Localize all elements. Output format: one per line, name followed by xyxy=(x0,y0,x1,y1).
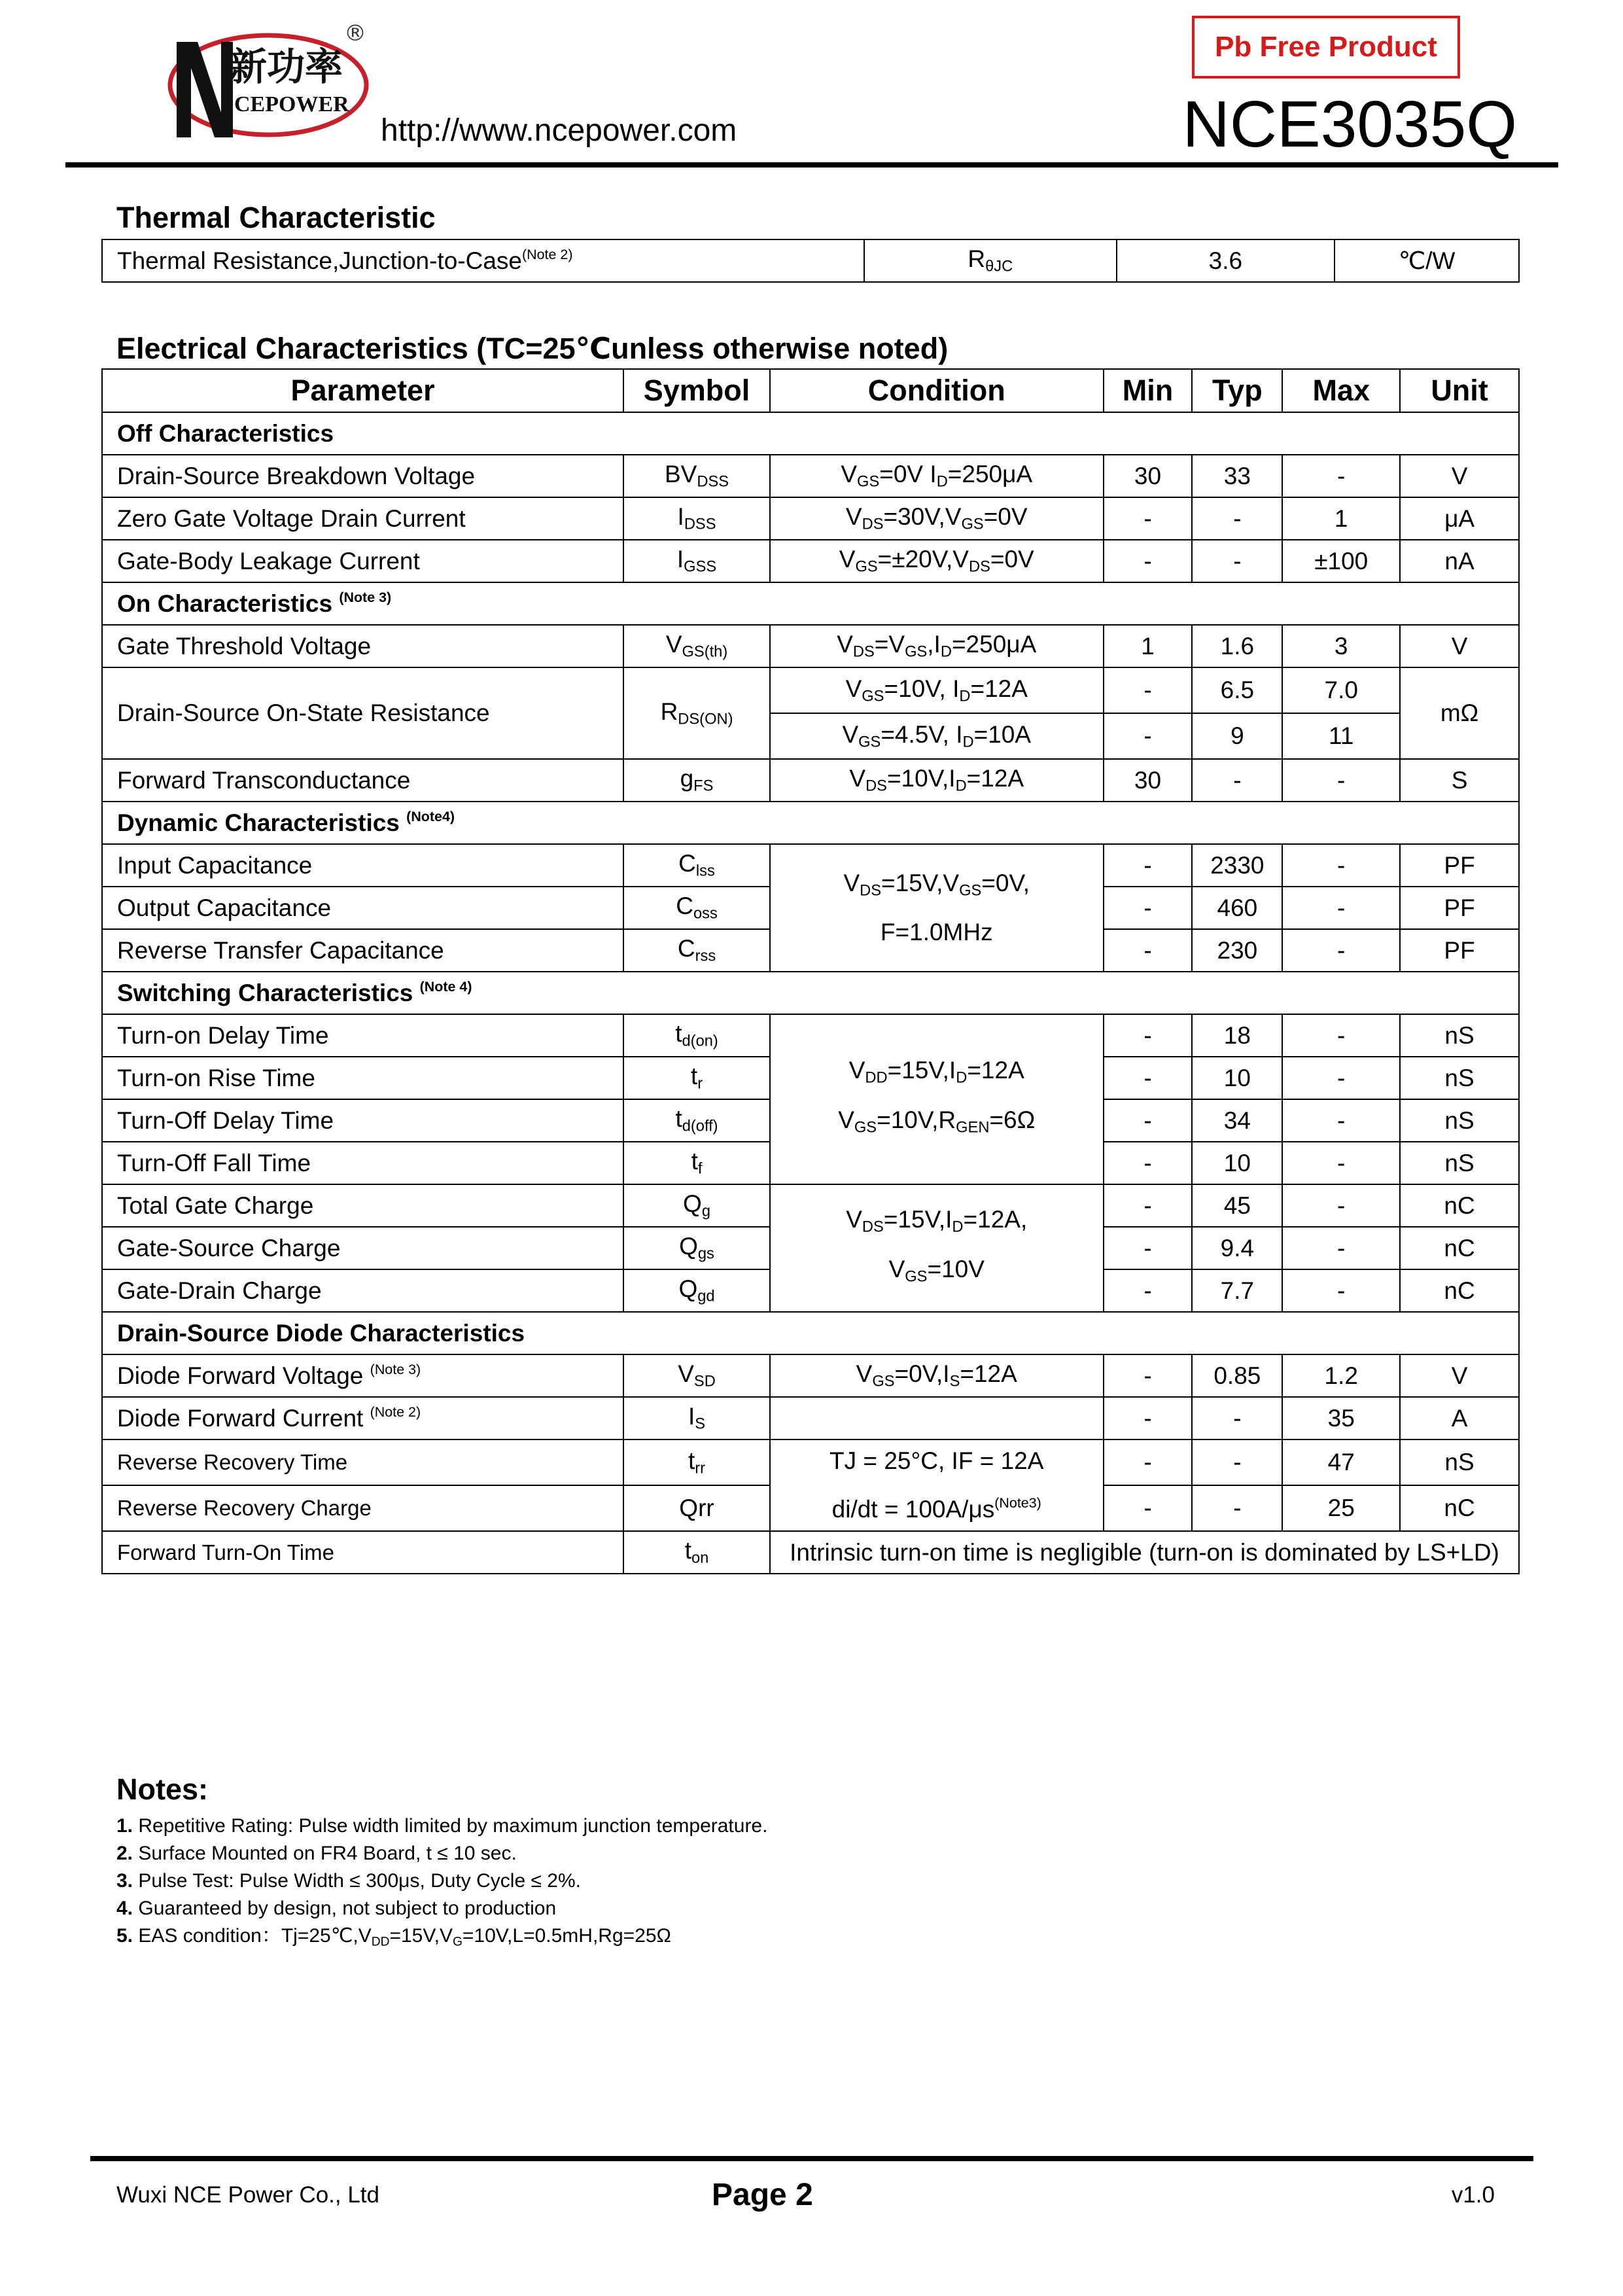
max-cell: ±100 xyxy=(1282,540,1400,582)
condition-cell: $V_{DS}=V_{GS},I_D=250\mu A$ xyxy=(770,625,1104,667)
table-row xyxy=(102,1184,1519,1227)
electrical-table xyxy=(101,368,1520,1574)
param-cell: Output Capacitance xyxy=(102,887,623,929)
max-cell: - xyxy=(1282,1142,1400,1184)
typ-cell: 2330 xyxy=(1192,844,1282,887)
typ-cell: 6.5 xyxy=(1192,667,1282,713)
footer-rule xyxy=(90,2156,1533,2161)
max-cell: - xyxy=(1282,1227,1400,1269)
unit-cell: PF xyxy=(1400,844,1519,887)
thermal-title: Thermal Characteristic xyxy=(116,201,436,234)
typ-cell: 10 xyxy=(1192,1142,1282,1184)
unit-cell: nS xyxy=(1400,1057,1519,1099)
symbol-cell: $g_{FS}$ xyxy=(623,759,770,802)
part-number: NCE3035Q xyxy=(1182,88,1517,161)
unit-cell: nC xyxy=(1400,1269,1519,1312)
condition-cell: $V_{GS}=0V,I_S=12A$ xyxy=(770,1354,1104,1397)
unit-cell: V xyxy=(1400,1354,1519,1397)
max-cell: 7.0 xyxy=(1282,667,1400,713)
max-cell: - xyxy=(1282,1184,1400,1227)
typ-cell: 34 xyxy=(1192,1099,1282,1142)
min-cell: - xyxy=(1104,929,1193,972)
notes-title: Notes: xyxy=(116,1773,209,1806)
condition-cell: $V_{GS}=4.5V$, $I_D=10A$ xyxy=(770,713,1104,759)
typ-cell: 33 xyxy=(1192,455,1282,497)
min-cell: - xyxy=(1104,667,1193,713)
symbol-cell: $t_{d(off)}$ xyxy=(623,1099,770,1142)
min-cell: - xyxy=(1104,1397,1193,1439)
table-row xyxy=(102,540,1519,582)
symbol-cell: $R_{DS(ON)}$ xyxy=(623,667,770,759)
section-diode: Drain-Source Diode Characteristics xyxy=(102,1312,1519,1354)
typ-cell: - xyxy=(1192,497,1282,540)
table-row xyxy=(102,1531,1519,1574)
param-cell: Turn-on Delay Time xyxy=(102,1014,623,1057)
section-row xyxy=(102,1312,1519,1354)
table-row xyxy=(102,455,1519,497)
thermal-table xyxy=(101,239,1520,283)
header-parameter: Parameter xyxy=(102,369,623,412)
logo-cn-text: 新功率 xyxy=(229,44,343,89)
unit-cell: V xyxy=(1400,455,1519,497)
section-row xyxy=(102,972,1519,1014)
table-row xyxy=(102,1014,1519,1057)
company-logo xyxy=(157,14,373,145)
typ-cell: 7.7 xyxy=(1192,1269,1282,1312)
section-row xyxy=(102,802,1519,844)
max-cell: 25 xyxy=(1282,1485,1400,1531)
min-cell: - xyxy=(1104,1099,1193,1142)
typ-cell: - xyxy=(1192,1397,1282,1439)
param-cell: Forward Transconductance xyxy=(102,759,623,802)
header-symbol: Symbol xyxy=(623,369,770,412)
unit-cell: nS xyxy=(1400,1142,1519,1184)
list-item: 1. Repetitive Rating: Pulse width limited by maximum junction temperature. xyxy=(116,1815,768,1837)
min-cell: 30 xyxy=(1104,455,1193,497)
table-row xyxy=(102,1354,1519,1397)
thermal-symbol: $R_{\theta JC}$ xyxy=(864,239,1117,282)
symbol-cell: $I_{GSS}$ xyxy=(623,540,770,582)
symbol-cell: $C_{rss}$ xyxy=(623,929,770,972)
page-number: Page 2 xyxy=(712,2178,813,2212)
typ-cell: 9.4 xyxy=(1192,1227,1282,1269)
condition-cell: $V_{DD}=15V,I_D=12A$ $V_{GS}=10V,R_{GEN}=6\Omega$ xyxy=(770,1014,1104,1184)
unit-cell: nS xyxy=(1400,1014,1519,1057)
unit-cell: nS xyxy=(1400,1099,1519,1142)
max-cell: - xyxy=(1282,844,1400,887)
header-max: Max xyxy=(1282,369,1400,412)
min-cell: - xyxy=(1104,887,1193,929)
min-cell: - xyxy=(1104,1354,1193,1397)
max-cell: - xyxy=(1282,455,1400,497)
symbol-cell: $Q_{gs}$ xyxy=(623,1227,770,1269)
max-cell: - xyxy=(1282,1099,1400,1142)
condition-cell: $V_{DS}=10V,I_D=12A$ xyxy=(770,759,1104,802)
symbol-cell: $V_{GS(th)}$ xyxy=(623,625,770,667)
typ-cell: - xyxy=(1192,1485,1282,1531)
header-typ: Typ xyxy=(1192,369,1282,412)
notes-list xyxy=(116,1812,767,1956)
typ-cell: 10 xyxy=(1192,1057,1282,1099)
max-cell: 3 xyxy=(1282,625,1400,667)
param-cell: Turn-on Rise Time xyxy=(102,1057,623,1099)
section-row xyxy=(102,582,1519,625)
max-cell: - xyxy=(1282,1014,1400,1057)
typ-cell: 460 xyxy=(1192,887,1282,929)
min-cell: - xyxy=(1104,1485,1193,1531)
param-cell: Reverse Recovery Charge xyxy=(102,1485,623,1531)
param-cell: Drain-Source Breakdown Voltage xyxy=(102,455,623,497)
table-row xyxy=(102,667,1519,713)
symbol-cell: $BV_{DSS}$ xyxy=(623,455,770,497)
symbol-cell: $t_{on}$ xyxy=(623,1531,770,1574)
condition-cell: $V_{GS}=10V$, $I_D=12A$ xyxy=(770,667,1104,713)
condition-cell: $V_{GS}=0V$ $I_D=250\mu A$ xyxy=(770,455,1104,497)
param-cell: Turn-Off Fall Time xyxy=(102,1142,623,1184)
condition-cell: $V_{DS}=30V,V_{GS}=0V$ xyxy=(770,497,1104,540)
typ-cell: 0.85 xyxy=(1192,1354,1282,1397)
max-cell: 11 xyxy=(1282,713,1400,759)
max-cell: - xyxy=(1282,1269,1400,1312)
symbol-cell: $t_{d(on)}$ xyxy=(623,1014,770,1057)
table-header-row xyxy=(102,369,1519,412)
registered-mark: ® xyxy=(344,20,366,46)
max-cell: 1.2 xyxy=(1282,1354,1400,1397)
condition-cell: $V_{GS}=\pm 20V,V_{DS}=0V$ xyxy=(770,540,1104,582)
param-cell: Forward Turn-On Time xyxy=(102,1531,623,1574)
typ-cell: 230 xyxy=(1192,929,1282,972)
symbol-cell: $I_{DSS}$ xyxy=(623,497,770,540)
min-cell: 30 xyxy=(1104,759,1193,802)
section-on: On Characteristics $^{(Note 3)}$ xyxy=(102,582,1519,625)
min-cell: - xyxy=(1104,540,1193,582)
max-cell: 35 xyxy=(1282,1397,1400,1439)
min-cell: - xyxy=(1104,844,1193,887)
table-row xyxy=(102,1397,1519,1439)
table-row xyxy=(102,844,1519,887)
thermal-param: Thermal Resistance,Junction-to-Case$^{(Note 2)}$ xyxy=(102,239,864,282)
typ-cell: - xyxy=(1192,540,1282,582)
website-url[interactable]: http://www.ncepower.com xyxy=(381,113,737,148)
company-name: Wuxi NCE Power Co., Ltd xyxy=(116,2182,379,2208)
symbol-cell: Qrr xyxy=(623,1485,770,1531)
param-cell: Reverse Recovery Time xyxy=(102,1439,623,1485)
param-cell: Total Gate Charge xyxy=(102,1184,623,1227)
unit-cell: A xyxy=(1400,1397,1519,1439)
symbol-cell: $V_{SD}$ xyxy=(623,1354,770,1397)
min-cell: - xyxy=(1104,1142,1193,1184)
header-unit: Unit xyxy=(1400,369,1519,412)
unit-cell: nA xyxy=(1400,540,1519,582)
pb-free-badge: Pb Free Product xyxy=(1192,16,1460,79)
thermal-unit: ℃/W xyxy=(1335,239,1519,282)
symbol-cell: $I_S$ xyxy=(623,1397,770,1439)
unit-cell: nS xyxy=(1400,1439,1519,1485)
unit-cell: μA xyxy=(1400,497,1519,540)
section-dynamic: Dynamic Characteristics $^{(Note4)}$ xyxy=(102,802,1519,844)
list-item: 4. Guaranteed by design, not subject to production xyxy=(116,1898,557,1919)
symbol-cell: $C_{lss}$ xyxy=(623,844,770,887)
header-condition: Condition xyxy=(770,369,1104,412)
param-cell: Drain-Source On-State Resistance xyxy=(102,667,623,759)
param-cell: Zero Gate Voltage Drain Current xyxy=(102,497,623,540)
param-cell: Gate-Drain Charge xyxy=(102,1269,623,1312)
max-cell: 1 xyxy=(1282,497,1400,540)
min-cell: 1 xyxy=(1104,625,1193,667)
param-cell: Diode Forward Voltage $^{(Note 3)}$ xyxy=(102,1354,623,1397)
section-switching: Switching Characteristics $^{(Note 4)}$ xyxy=(102,972,1519,1014)
typ-cell: 9 xyxy=(1192,713,1282,759)
unit-cell: mΩ xyxy=(1400,667,1519,759)
symbol-cell: $Q_{gd}$ xyxy=(623,1269,770,1312)
condition-cell xyxy=(770,1397,1104,1439)
max-cell: - xyxy=(1282,929,1400,972)
param-cell: Gate-Body Leakage Current xyxy=(102,540,623,582)
symbol-cell: $C_{oss}$ xyxy=(623,887,770,929)
max-cell: - xyxy=(1282,1057,1400,1099)
symbol-cell: $t_{rr}$ xyxy=(623,1439,770,1485)
min-cell: - xyxy=(1104,713,1193,759)
param-cell: Diode Forward Current $^{(Note 2)}$ xyxy=(102,1397,623,1439)
symbol-cell: $t_f$ xyxy=(623,1142,770,1184)
list-item: 3. Pulse Test: Pulse Width ≤ 300μs, Duty Cycle ≤ 2%. xyxy=(116,1870,581,1892)
logo-en-text: CEPOWER xyxy=(234,92,349,116)
table-row xyxy=(102,625,1519,667)
param-cell: Gate Threshold Voltage xyxy=(102,625,623,667)
param-cell: Input Capacitance xyxy=(102,844,623,887)
thermal-value: 3.6 xyxy=(1117,239,1335,282)
typ-cell: 18 xyxy=(1192,1014,1282,1057)
symbol-cell: $Q_g$ xyxy=(623,1184,770,1227)
section-row xyxy=(102,412,1519,455)
symbol-cell: $t_r$ xyxy=(623,1057,770,1099)
min-cell: - xyxy=(1104,1184,1193,1227)
param-cell: Reverse Transfer Capacitance xyxy=(102,929,623,972)
min-cell: - xyxy=(1104,1227,1193,1269)
table-row xyxy=(102,1439,1519,1485)
max-cell: - xyxy=(1282,759,1400,802)
param-cell: Gate-Source Charge xyxy=(102,1227,623,1269)
unit-cell: PF xyxy=(1400,887,1519,929)
section-off: Off Characteristics xyxy=(102,412,1519,455)
electrical-title: Electrical Characteristics (TC=25℃unless otherwise noted) xyxy=(116,332,949,365)
unit-cell: V xyxy=(1400,625,1519,667)
min-cell: - xyxy=(1104,1057,1193,1099)
typ-cell: - xyxy=(1192,1439,1282,1485)
condition-cell: TJ = 25°C, IF = 12A $di/dt = 100A/\mu s^{(Note3)}$ xyxy=(770,1439,1104,1531)
unit-cell: PF xyxy=(1400,929,1519,972)
min-cell: - xyxy=(1104,1439,1193,1485)
min-cell: - xyxy=(1104,1014,1193,1057)
max-cell: 47 xyxy=(1282,1439,1400,1485)
version-label: v1.0 xyxy=(1451,2182,1495,2208)
min-cell: - xyxy=(1104,497,1193,540)
condition-cell: $V_{DS}=15V,I_D=12A$, $V_{GS}=10V$ xyxy=(770,1184,1104,1312)
table-row xyxy=(102,497,1519,540)
table-row xyxy=(102,239,1519,282)
header-rule xyxy=(65,162,1558,168)
list-item: 2. Surface Mounted on FR4 Board, t ≤ 10 sec. xyxy=(116,1843,517,1864)
condition-cell: $V_{DS}=15V,V_{GS}=0V$, F=1.0MHz xyxy=(770,844,1104,972)
table-row xyxy=(102,759,1519,802)
max-cell: - xyxy=(1282,887,1400,929)
min-cell: - xyxy=(1104,1269,1193,1312)
header-min: Min xyxy=(1104,369,1193,412)
typ-cell: 45 xyxy=(1192,1184,1282,1227)
unit-cell: nC xyxy=(1400,1485,1519,1531)
typ-cell: 1.6 xyxy=(1192,625,1282,667)
unit-cell: S xyxy=(1400,759,1519,802)
unit-cell: nC xyxy=(1400,1227,1519,1269)
unit-cell: nC xyxy=(1400,1184,1519,1227)
typ-cell: - xyxy=(1192,759,1282,802)
list-item: 5. EAS condition：$Tj=25℃,V_{DD}=15V,V_G=10V,L=0.5mH,Rg=25\Omega$ xyxy=(116,1925,671,1949)
param-cell: Turn-Off Delay Time xyxy=(102,1099,623,1142)
condition-cell: Intrinsic turn-on time is negligible (turn-on is dominated by LS+LD) xyxy=(770,1531,1519,1574)
